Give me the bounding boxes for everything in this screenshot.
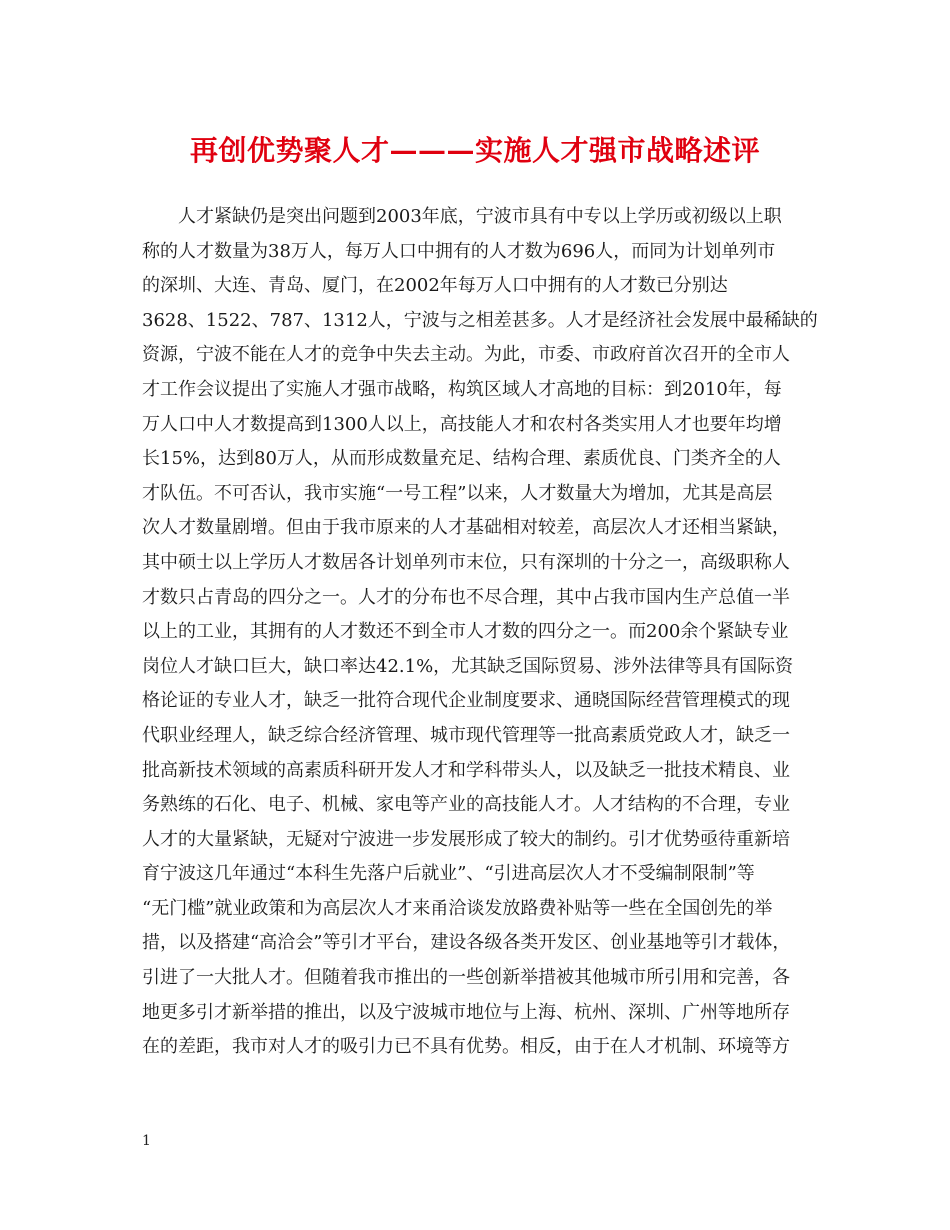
text-line: 才工作会议提出了实施人才强市战略，构筑区域人才高地的目标：到2010年，每 [142, 378, 782, 400]
text-line: 长15%，达到80万人，从而形成数量充足、结构合理、素质优良、门类齐全的人 [142, 448, 781, 470]
text-line: 务熟练的石化、电子、机械、家电等产业的高技能人才。人才结构的不合理，专业 [142, 794, 790, 816]
text-line: 才数只占青岛的四分之一。人才的分布也不尽合理，其中占我市国内生产总值一半 [142, 586, 790, 608]
text-line: 在的差距，我市对人才的吸引力已不具有优势。相反，由于在人才机制、环境等方 [142, 1036, 790, 1058]
document-title: 再创优势聚人才———实施人才强市战略述评 [189, 134, 760, 167]
text-line: 人才的大量紧缺，无疑对宁波进一步发展形成了较大的制约。引才优势亟待重新培 [142, 828, 790, 850]
text-line: 引进了一大批人才。但随着我市推出的一些创新举措被其他城市所引用和完善，各 [142, 967, 790, 989]
text-line: 人才紧缺仍是突出问题到2003年底，宁波市具有中专以上学历或初级以上职 [178, 206, 782, 227]
body-text [142, 200, 822, 1065]
text-line: 措，以及搭建“高洽会”等引才平台，建设各级各类开发区、创业基地等引才载体， [142, 932, 791, 954]
text-line: 才队伍。不可否认，我市实施“一号工程”以来，人才数量大为增加，尤其是高层 [142, 482, 773, 504]
text-line: “无门槛”就业政策和为高层次人才来甬洽谈发放路费补贴等一些在全国创先的举 [142, 897, 773, 919]
text-line: 地更多引才新举措的推出，以及宁波城市地位与上海、杭州、深圳、广州等地所存 [142, 1001, 790, 1023]
text-line: 其中硕士以上学历人才数居各计划单列市末位，只有深圳的十分之一，高级职称人 [142, 551, 790, 573]
text-line: 3628、1522、787、1312人，宁波与之相差甚多。人才是经济社会发展中最稀缺的 [142, 309, 818, 331]
text-line: 批高新技术领域的高素质科研开发人才和学科带头人，以及缺乏一批技术精良、业 [142, 759, 790, 781]
text-line: 次人才数量剧增。但由于我市原来的人才基础相对较差，高层次人才还相当紧缺， [142, 517, 790, 539]
text-line: 代职业经理人，缺乏综合经济管理、城市现代管理等一批高素质党政人才，缺乏一 [142, 724, 790, 746]
text-line: 的深圳、大连、青岛、厦门，在2002年每万人口中拥有的人才数已分别达 [142, 275, 728, 297]
page-number: 1 [142, 1133, 151, 1149]
text-line: 育宁波这几年通过“本科生先落户后就业”、“引进高层次人才不受编制限制”等 [142, 863, 755, 885]
text-line: 称的人才数量为38万人，每万人口中拥有的人才数为696人，而同为计划单列市 [142, 240, 776, 262]
text-line: 岗位人才缺口巨大，缺口率达42.1%，尤其缺乏国际贸易、涉外法律等具有国际资 [142, 655, 794, 677]
text-line: 资源，宁波不能在人才的竞争中失去主动。为此，市委、市政府首次召开的全市人 [142, 344, 790, 366]
text-line: 万人口中人才数提高到1300人以上，高技能人才和农村各类实用人才也要年均增 [142, 413, 782, 435]
text-line: 格论证的专业人才，缺乏一批符合现代企业制度要求、通晓国际经营管理模式的现 [142, 690, 790, 712]
text-line: 以上的工业，其拥有的人才数还不到全市人才数的四分之一。而200余个紧缺专业 [142, 621, 789, 643]
